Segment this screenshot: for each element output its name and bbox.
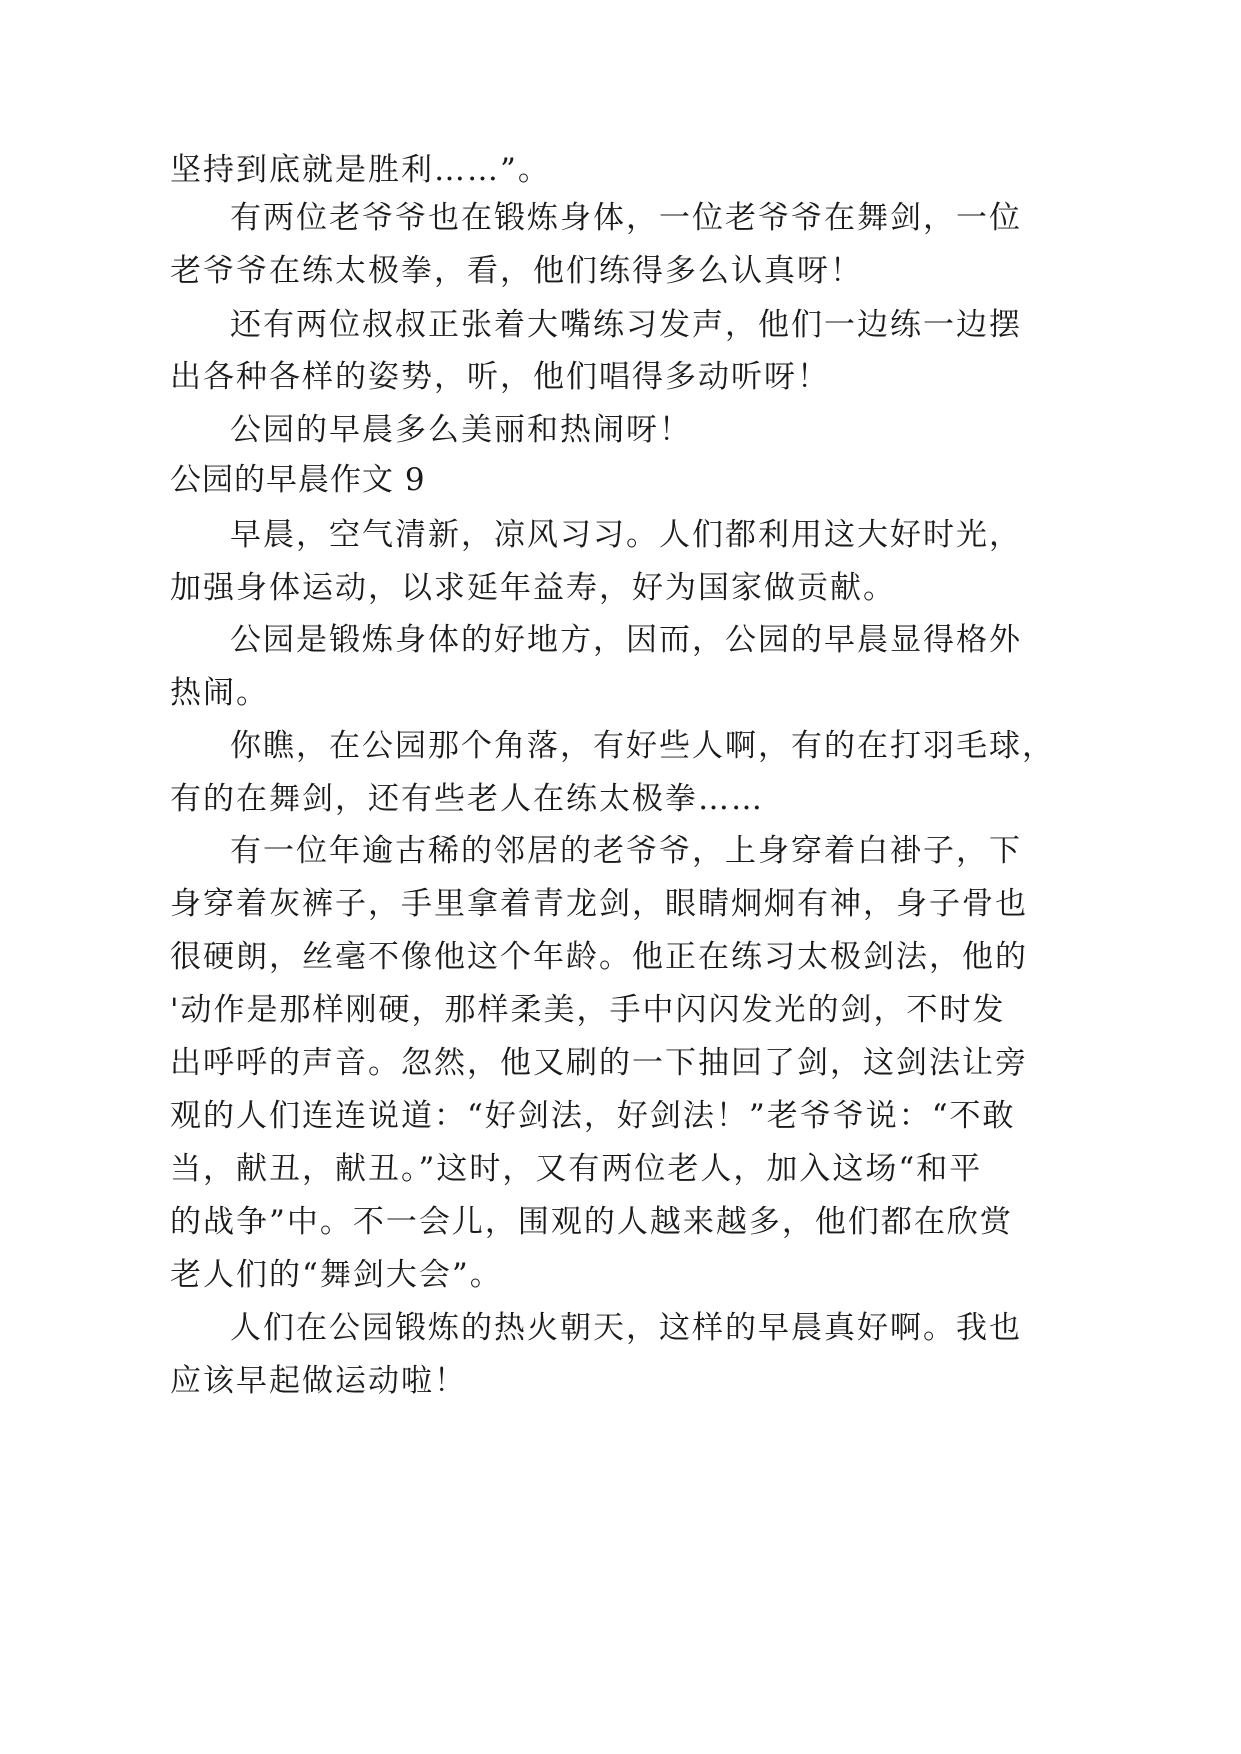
text-line: '动作是那样刚硬，那样柔美，手中闪闪发光的剑，不时发	[170, 992, 1006, 1028]
text-line: 出呼呼的声音。忽然，他又刷的一下抽回了剑，这剑法让旁	[170, 1045, 1028, 1081]
paragraph-start-line: 公园是锻炼身体的好地方，因而，公园的早晨显得格外	[230, 622, 1022, 658]
paragraph-start-line: 有一位年逾古稀的邻居的老爷爷，上身穿着白褂子，下	[230, 833, 1022, 869]
paragraph-start-line: 早晨，空气清新，凉风习习。人们都利用这大好时光，	[230, 517, 1022, 553]
text-line: 老人们的“舞剑大会”。	[170, 1257, 503, 1293]
paragraph-start-line: 人们在公园锻炼的热火朝天，这样的早晨真好啊。我也	[230, 1310, 1022, 1346]
paragraph-start-line: 有两位老爷爷也在锻炼身体，一位老爷爷在舞剑，一位	[230, 200, 1022, 236]
text-line: 观的人们连连说道：“好剑法，好剑法！”老爷爷说：“不敢	[170, 1098, 1016, 1134]
text-line: 有的在舞剑，还有些老人在练太极拳……	[170, 781, 764, 817]
paragraph-start-line: 你瞧，在公园那个角落，有好些人啊，有的在打羽毛球，	[230, 728, 1055, 764]
paragraph-start-line: 还有两位叔叔正张着大嘴练习发声，他们一边练一边摆	[230, 307, 1022, 343]
text-line: 热闹。	[170, 675, 269, 711]
text-line: 身穿着灰裤子，手里拿着青龙剑，眼睛炯炯有神，身子骨也	[170, 886, 1028, 922]
section-heading: 公园的早晨作文 9	[170, 462, 426, 498]
text-line: 出各种各样的姿势，听，他们唱得多动听呀！	[170, 359, 830, 395]
text-line: 当，献丑，献丑。”这时，又有两位老人，加入这场“和平	[170, 1151, 983, 1187]
text-line: 坚持到底就是胜利……”。	[170, 152, 551, 188]
text-line: 应该早起做运动啦！	[170, 1363, 467, 1399]
paragraph-start-line: 公园的早晨多么美丽和热闹呀！	[230, 412, 692, 448]
text-line: 加强身体运动，以求延年益寿，好为国家做贡献。	[170, 570, 896, 606]
text-line: 很硬朗，丝毫不像他这个年龄。他正在练习太极剑法，他的	[170, 939, 1028, 975]
text-line: 老爷爷在练太极拳，看，他们练得多么认真呀！	[170, 253, 863, 289]
text-line: 的战争”中。不一会儿，围观的人越来越多，他们都在欣赏	[170, 1204, 1013, 1240]
